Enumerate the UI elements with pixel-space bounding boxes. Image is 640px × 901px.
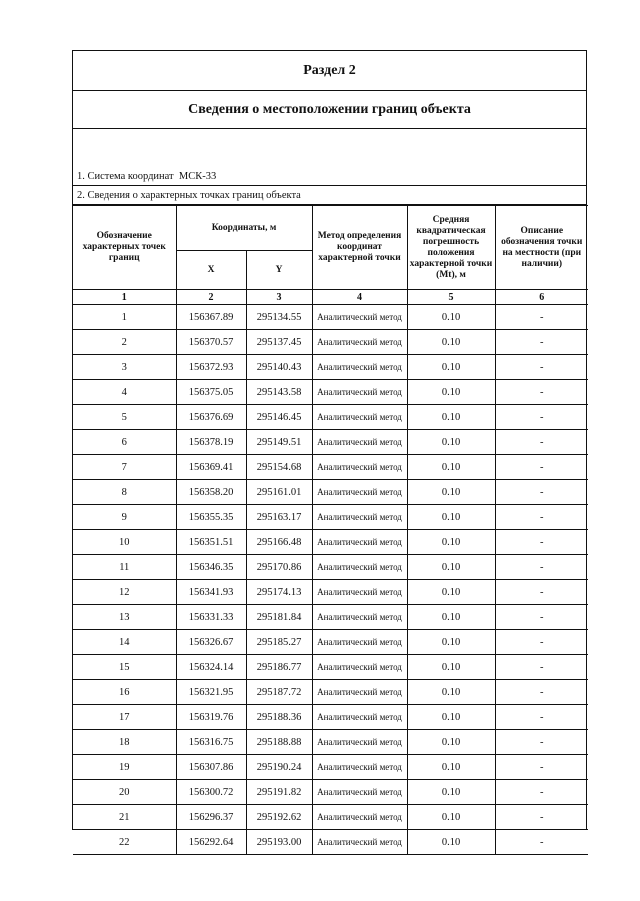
coord-y: 295190.24 <box>246 755 312 780</box>
point-number: 18 <box>73 730 176 755</box>
point-number: 11 <box>73 555 176 580</box>
point-number: 2 <box>73 330 176 355</box>
point-number: 3 <box>73 355 176 380</box>
coord-y: 295166.48 <box>246 530 312 555</box>
description-cell: - <box>495 705 588 730</box>
point-number: 14 <box>73 630 176 655</box>
header-accuracy: Средняя квадратическая погрешность положения характерной точки (Mt), м <box>407 206 495 290</box>
coord-y: 295161.01 <box>246 480 312 505</box>
table-row <box>73 430 588 455</box>
table-row <box>73 455 588 480</box>
coord-x: 156346.35 <box>176 555 246 580</box>
column-number: 1 <box>73 290 176 305</box>
coord-x: 156372.93 <box>176 355 246 380</box>
method-cell: Аналитический метод <box>312 655 407 680</box>
coord-x: 156370.57 <box>176 330 246 355</box>
document-page <box>72 50 587 848</box>
description-cell: - <box>495 655 588 680</box>
accuracy-cell: 0.10 <box>407 730 495 755</box>
point-number: 21 <box>73 805 176 830</box>
description-cell: - <box>495 755 588 780</box>
coord-x: 156331.33 <box>176 605 246 630</box>
method-cell: Аналитический метод <box>312 430 407 455</box>
coord-y: 295188.36 <box>246 705 312 730</box>
method-cell: Аналитический метод <box>312 555 407 580</box>
description-cell: - <box>495 405 588 430</box>
description-cell: - <box>495 455 588 480</box>
accuracy-cell: 0.10 <box>407 680 495 705</box>
boundary-points-table <box>73 205 588 855</box>
point-number: 8 <box>73 480 176 505</box>
points-heading: 2. Сведения о характерных точках границ объекта <box>73 186 586 205</box>
accuracy-cell: 0.10 <box>407 655 495 680</box>
method-cell: Аналитический метод <box>312 730 407 755</box>
coord-x: 156321.95 <box>176 680 246 705</box>
accuracy-cell: 0.10 <box>407 530 495 555</box>
table-row <box>73 630 588 655</box>
description-cell: - <box>495 780 588 805</box>
method-cell: Аналитический метод <box>312 780 407 805</box>
table-row <box>73 755 588 780</box>
coord-y: 295137.45 <box>246 330 312 355</box>
column-number-row <box>73 290 588 305</box>
description-cell: - <box>495 680 588 705</box>
coord-y: 295186.77 <box>246 655 312 680</box>
coord-y: 295188.88 <box>246 730 312 755</box>
coord-y: 295163.17 <box>246 505 312 530</box>
point-number: 10 <box>73 530 176 555</box>
table-row <box>73 330 588 355</box>
description-cell: - <box>495 480 588 505</box>
point-number: 5 <box>73 405 176 430</box>
header-method: Метод определения координат характерной точки <box>312 206 407 290</box>
point-number: 22 <box>73 830 176 855</box>
coord-x: 156300.72 <box>176 780 246 805</box>
method-cell: Аналитический метод <box>312 380 407 405</box>
point-number: 9 <box>73 505 176 530</box>
header-x: X <box>176 251 246 290</box>
accuracy-cell: 0.10 <box>407 305 495 330</box>
method-cell: Аналитический метод <box>312 630 407 655</box>
coord-system-label: 1. Система координат <box>77 171 174 182</box>
method-cell: Аналитический метод <box>312 305 407 330</box>
section-subtitle: Сведения о местоположении границ объекта <box>73 91 586 129</box>
description-cell: - <box>495 330 588 355</box>
point-number: 13 <box>73 605 176 630</box>
accuracy-cell: 0.10 <box>407 780 495 805</box>
accuracy-cell: 0.10 <box>407 505 495 530</box>
description-cell: - <box>495 555 588 580</box>
method-cell: Аналитический метод <box>312 330 407 355</box>
coord-x: 156341.93 <box>176 580 246 605</box>
accuracy-cell: 0.10 <box>407 580 495 605</box>
coord-x: 156324.14 <box>176 655 246 680</box>
column-number: 2 <box>176 290 246 305</box>
coord-x: 156307.86 <box>176 755 246 780</box>
accuracy-cell: 0.10 <box>407 405 495 430</box>
accuracy-cell: 0.10 <box>407 330 495 355</box>
method-cell: Аналитический метод <box>312 755 407 780</box>
method-cell: Аналитический метод <box>312 580 407 605</box>
column-number: 5 <box>407 290 495 305</box>
method-cell: Аналитический метод <box>312 505 407 530</box>
table-row <box>73 780 588 805</box>
method-cell: Аналитический метод <box>312 805 407 830</box>
coord-system-line <box>73 167 586 186</box>
point-number: 12 <box>73 580 176 605</box>
point-number: 15 <box>73 655 176 680</box>
method-cell: Аналитический метод <box>312 830 407 855</box>
header-description: Описание обозначения точки на местности (при наличии) <box>495 206 588 290</box>
table-row <box>73 505 588 530</box>
header-designation: Обозначение характерных точек границ <box>73 206 176 290</box>
table-row <box>73 480 588 505</box>
column-number: 6 <box>495 290 588 305</box>
table-row <box>73 830 588 855</box>
coord-x: 156316.75 <box>176 730 246 755</box>
description-cell: - <box>495 580 588 605</box>
coord-y: 295192.62 <box>246 805 312 830</box>
table-row <box>73 355 588 380</box>
description-cell: - <box>495 380 588 405</box>
table-row <box>73 380 588 405</box>
accuracy-cell: 0.10 <box>407 355 495 380</box>
table-row <box>73 805 588 830</box>
accuracy-cell: 0.10 <box>407 480 495 505</box>
coord-y: 295134.55 <box>246 305 312 330</box>
coord-y: 295193.00 <box>246 830 312 855</box>
point-number: 16 <box>73 680 176 705</box>
table-row <box>73 580 588 605</box>
point-number: 1 <box>73 305 176 330</box>
accuracy-cell: 0.10 <box>407 630 495 655</box>
description-cell: - <box>495 605 588 630</box>
accuracy-cell: 0.10 <box>407 605 495 630</box>
coord-x: 156375.05 <box>176 380 246 405</box>
method-cell: Аналитический метод <box>312 355 407 380</box>
point-number: 17 <box>73 705 176 730</box>
column-number: 4 <box>312 290 407 305</box>
description-cell: - <box>495 805 588 830</box>
method-cell: Аналитический метод <box>312 405 407 430</box>
accuracy-cell: 0.10 <box>407 380 495 405</box>
description-cell: - <box>495 430 588 455</box>
coord-x: 156292.64 <box>176 830 246 855</box>
accuracy-cell: 0.10 <box>407 555 495 580</box>
table-row <box>73 530 588 555</box>
coord-x: 156358.20 <box>176 480 246 505</box>
description-cell: - <box>495 830 588 855</box>
table-row <box>73 605 588 630</box>
coord-y: 295185.27 <box>246 630 312 655</box>
coord-y: 295154.68 <box>246 455 312 480</box>
coord-y: 295187.72 <box>246 680 312 705</box>
coord-y: 295146.45 <box>246 405 312 430</box>
accuracy-cell: 0.10 <box>407 430 495 455</box>
table-row <box>73 405 588 430</box>
method-cell: Аналитический метод <box>312 680 407 705</box>
coord-y: 295149.51 <box>246 430 312 455</box>
coord-x: 156378.19 <box>176 430 246 455</box>
method-cell: Аналитический метод <box>312 530 407 555</box>
table-row <box>73 555 588 580</box>
coord-x: 156351.51 <box>176 530 246 555</box>
table-row <box>73 730 588 755</box>
accuracy-cell: 0.10 <box>407 755 495 780</box>
coord-x: 156319.76 <box>176 705 246 730</box>
header-coordinates: Координаты, м <box>176 206 312 251</box>
accuracy-cell: 0.10 <box>407 805 495 830</box>
header-y: Y <box>246 251 312 290</box>
coord-y: 295170.86 <box>246 555 312 580</box>
coord-x: 156355.35 <box>176 505 246 530</box>
description-cell: - <box>495 630 588 655</box>
description-cell: - <box>495 505 588 530</box>
column-number: 3 <box>246 290 312 305</box>
description-cell: - <box>495 355 588 380</box>
description-cell: - <box>495 305 588 330</box>
coord-x: 156367.89 <box>176 305 246 330</box>
table-row <box>73 655 588 680</box>
section-title: Раздел 2 <box>73 51 586 91</box>
point-number: 6 <box>73 430 176 455</box>
method-cell: Аналитический метод <box>312 480 407 505</box>
description-cell: - <box>495 530 588 555</box>
method-cell: Аналитический метод <box>312 705 407 730</box>
coord-system-value: МСК-33 <box>178 171 217 182</box>
coord-y: 295191.82 <box>246 780 312 805</box>
description-cell: - <box>495 730 588 755</box>
table-row <box>73 705 588 730</box>
coord-x: 156296.37 <box>176 805 246 830</box>
coord-y: 295140.43 <box>246 355 312 380</box>
point-number: 4 <box>73 380 176 405</box>
coord-x: 156376.69 <box>176 405 246 430</box>
point-number: 7 <box>73 455 176 480</box>
accuracy-cell: 0.10 <box>407 455 495 480</box>
method-cell: Аналитический метод <box>312 455 407 480</box>
coord-y: 295181.84 <box>246 605 312 630</box>
method-cell: Аналитический метод <box>312 605 407 630</box>
point-number: 19 <box>73 755 176 780</box>
accuracy-cell: 0.10 <box>407 830 495 855</box>
accuracy-cell: 0.10 <box>407 705 495 730</box>
table-row <box>73 680 588 705</box>
point-number: 20 <box>73 780 176 805</box>
coord-y: 295143.58 <box>246 380 312 405</box>
coord-x: 156326.67 <box>176 630 246 655</box>
table-row <box>73 305 588 330</box>
coord-x: 156369.41 <box>176 455 246 480</box>
coord-y: 295174.13 <box>246 580 312 605</box>
